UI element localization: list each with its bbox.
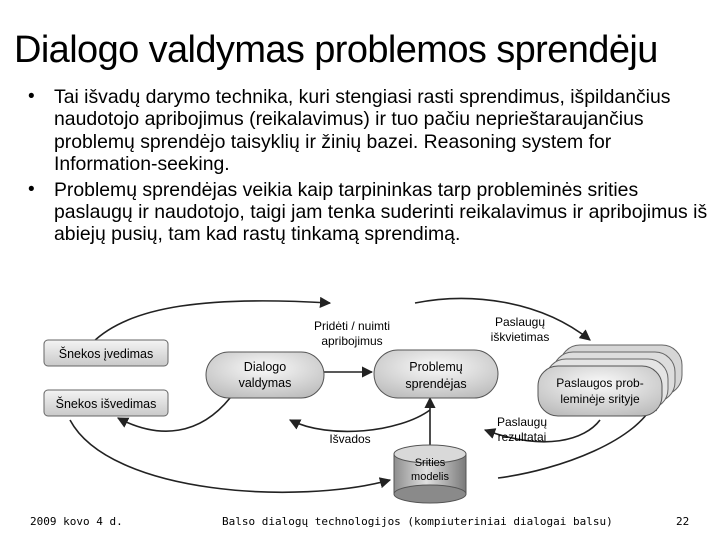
speech-input-box xyxy=(44,340,168,366)
dialog-manager-node xyxy=(206,352,324,398)
bullet-text: Problemų sprendėjas veikia kaip tarpininkas tarp probleminės srities paslaugų ir naudotojo, taigi jam tenka suderinti reikalavimus ir apribojimus iš abiejų pusių, tam kad rastų tinkamą sprendimą. xyxy=(54,178,708,246)
problem-solver-label-2: sprendėjas xyxy=(405,377,467,391)
footer-page-number: 22 xyxy=(676,515,690,528)
footer-date: 2009 kovo 4 d. xyxy=(30,515,123,528)
add-remove-label-1: Pridėti / nuimti xyxy=(313,319,391,333)
add-remove-label-2: apribojimus xyxy=(321,334,383,348)
bullet-icon: • xyxy=(28,178,35,200)
dialog-manager-label-2: valdymas xyxy=(238,376,292,390)
conclusions-label: Išvados xyxy=(329,432,371,446)
conclusions-arrow xyxy=(290,410,430,431)
domain-model-label-1: Srities xyxy=(414,457,446,469)
service-call-label-2: iškvietimas xyxy=(490,330,550,344)
domain-model-cylinder xyxy=(394,445,466,503)
service-results-label-1: Paslaugų xyxy=(496,415,548,429)
problem-solver-node xyxy=(374,350,498,398)
service-call-label-1: Paslaugų xyxy=(494,315,546,329)
service-results-label-2: rezultatai xyxy=(497,430,547,444)
dialog-manager-label-1: Dialogo xyxy=(243,360,287,374)
slide-title: Dialogo valdymas problemos sprendėju xyxy=(14,29,658,71)
domain-services-stack xyxy=(538,345,682,416)
problem-solver-label-1: Problemų xyxy=(409,360,463,374)
domain-services-label-2: leminėje srityje xyxy=(560,392,640,406)
bullet-icon: • xyxy=(28,86,35,107)
speech-input-label: Šnekos įvedimas xyxy=(58,347,154,361)
bullet-text: Tai išvadų darymo technika, kuri stengiasi rasti sprendimus, išpildančius naudotojo apribojimus (reikalavimus) ir tuo pačiu neprieštaraujančius problemų sprendėjo taisyklių ir žinių bazei. Reasoning system for Information-seeking. xyxy=(54,86,671,176)
speech-output-label: Šnekos išvedimas xyxy=(55,397,157,411)
input-arrow xyxy=(92,301,330,343)
speech-output-box xyxy=(44,390,168,416)
footer-course: Balso dialogų technologijos (kompiuteriniai dialogai balsu) xyxy=(222,515,613,528)
domain-services-label-1: Paslaugos prob- xyxy=(556,376,644,390)
domain-model-label-2: modelis xyxy=(411,471,449,483)
